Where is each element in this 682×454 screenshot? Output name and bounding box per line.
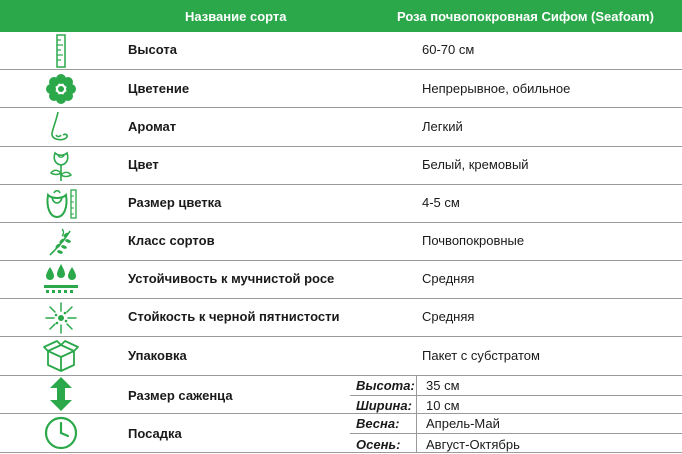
sub-value: Апрель-Май	[426, 416, 500, 431]
row-value: Почвопокровные	[422, 233, 525, 248]
table-row	[0, 299, 682, 337]
burst-icon	[40, 301, 82, 335]
flower-icon	[40, 72, 82, 106]
sub-value: 10 см	[426, 398, 460, 413]
sub-row	[350, 376, 682, 395]
sub-row	[350, 414, 682, 433]
row-label: Стойкость к черной пятнистости	[128, 309, 340, 324]
row-value: 4-5 см	[422, 195, 460, 210]
row-value: Белый, кремовый	[422, 157, 529, 172]
row-value: 60-70 см	[422, 42, 475, 57]
table-row	[0, 185, 682, 223]
sub-label: Осень:	[356, 437, 401, 452]
table-row-planting	[0, 414, 682, 453]
table-row	[0, 108, 682, 147]
row-label: Цветение	[128, 81, 190, 96]
row-value: Непрерывное, обильное	[422, 81, 571, 96]
nose-icon	[40, 110, 82, 144]
table-row	[0, 70, 682, 108]
header-variety-name: Название сорта	[185, 9, 287, 24]
ruler-icon	[40, 34, 82, 68]
row-value: Средняя	[422, 309, 475, 324]
row-value: Легкий	[422, 119, 463, 134]
row-label: Аромат	[128, 119, 177, 134]
row-label: Цвет	[128, 157, 159, 172]
row-label: Класс сортов	[128, 233, 215, 248]
table-row	[0, 223, 682, 261]
water-drops-icon	[40, 263, 82, 297]
sub-label: Высота:	[356, 378, 415, 393]
row-value: Средняя	[422, 271, 475, 286]
vertical-arrows-icon	[40, 377, 82, 411]
row-label: Высота	[128, 42, 177, 57]
table-header	[0, 0, 682, 32]
clock-icon	[40, 416, 82, 450]
table-row	[0, 261, 682, 299]
row-value: Пакет с субстратом	[422, 348, 540, 363]
table-row	[0, 337, 682, 376]
table-row-seedling	[0, 376, 682, 414]
row-label: Размер цветка	[128, 195, 222, 210]
sub-value: Август-Октябрь	[426, 437, 520, 452]
sub-row	[350, 433, 682, 453]
rose-icon	[40, 149, 82, 183]
sub-label: Ширина:	[356, 398, 412, 413]
row-label: Устойчивость к мучнистой росе	[128, 271, 335, 286]
branch-icon	[40, 225, 82, 259]
sub-value: 35 см	[426, 378, 460, 393]
row-label: Упаковка	[128, 348, 187, 363]
sub-label: Весна:	[356, 416, 400, 431]
sub-row	[350, 395, 682, 414]
rose-size-icon	[40, 187, 82, 221]
header-variety-title: Роза почвопокровная Сифом (Seafoam)	[397, 9, 654, 24]
box-icon	[40, 339, 82, 373]
row-label: Посадка	[128, 426, 182, 441]
table-row	[0, 147, 682, 185]
table-row	[0, 32, 682, 70]
row-label: Размер саженца	[128, 388, 233, 403]
